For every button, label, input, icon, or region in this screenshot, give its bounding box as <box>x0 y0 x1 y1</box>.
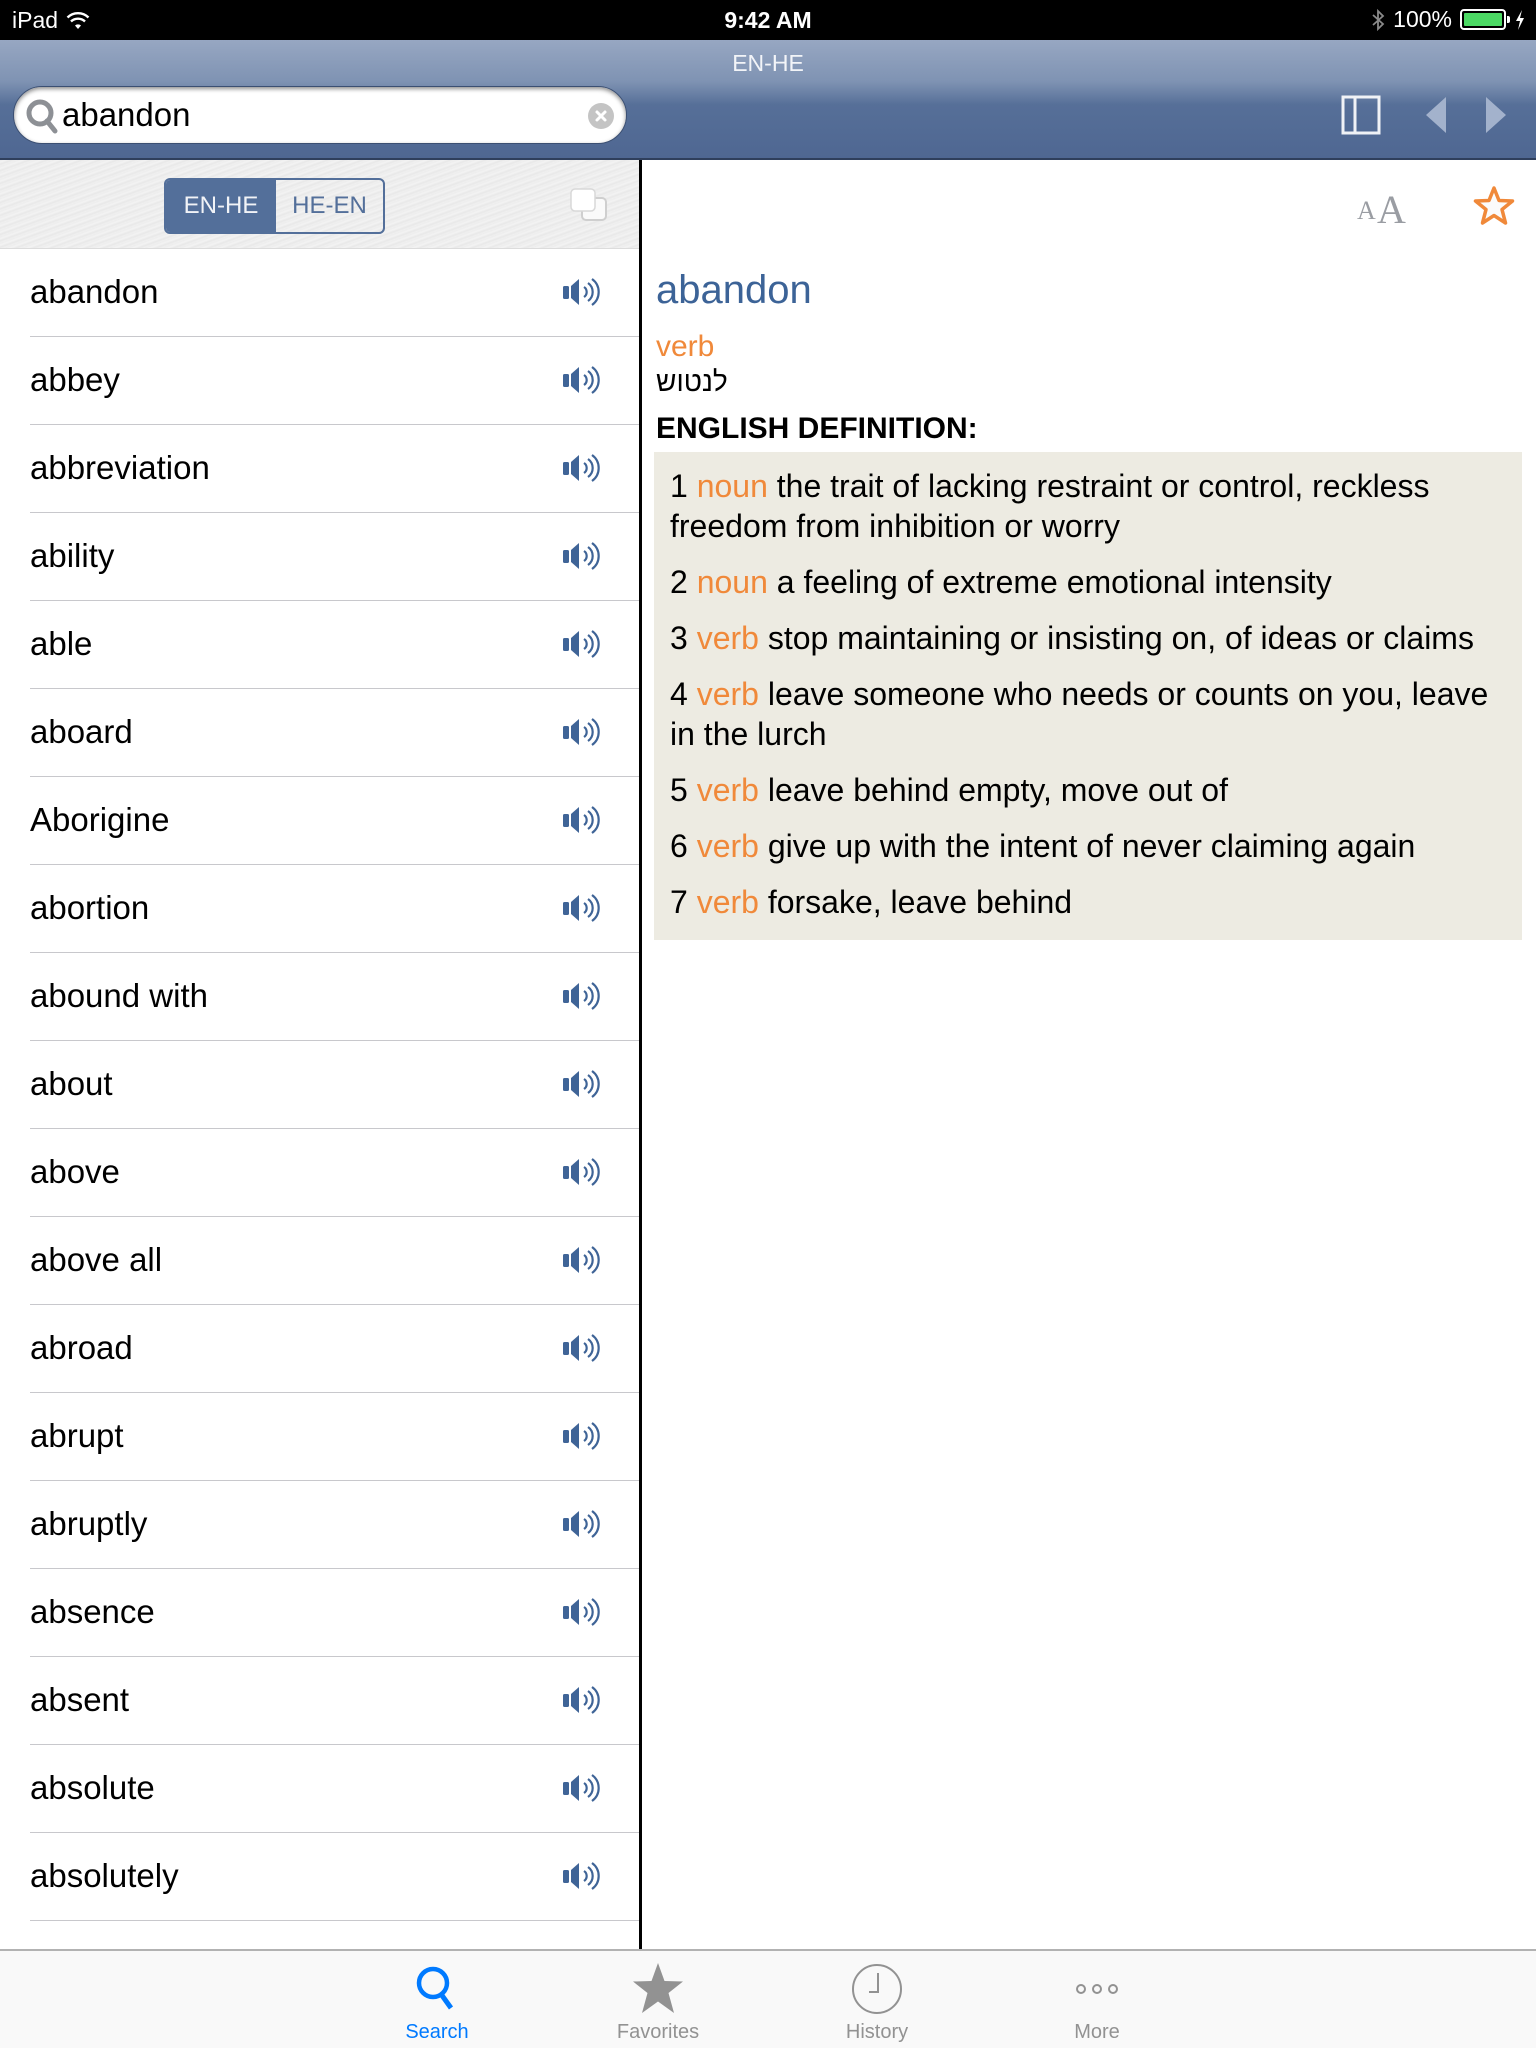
word-list-item[interactable] <box>0 1305 640 1393</box>
definition-text: leave behind empty, move out of <box>767 772 1228 808</box>
battery-icon <box>1460 9 1506 30</box>
tab-search[interactable] <box>357 1951 517 2048</box>
word-list-item[interactable] <box>0 1393 640 1481</box>
star-icon <box>630 1961 686 2017</box>
definition-text: forsake, leave behind <box>767 884 1073 920</box>
word-list-item[interactable] <box>0 1833 640 1921</box>
direction-header <box>0 160 640 249</box>
word-list-panel <box>0 160 640 1949</box>
word-label: absence <box>30 1593 155 1630</box>
word-label: ability <box>30 537 115 574</box>
row-separator <box>30 1920 640 1921</box>
word-list-item[interactable] <box>0 1481 640 1569</box>
word-list-item[interactable] <box>0 1041 640 1129</box>
bluetooth-icon <box>1371 8 1385 32</box>
definition-item <box>670 770 1506 810</box>
definition-pos: verb <box>696 676 759 712</box>
word-label: abbreviation <box>30 449 210 486</box>
speaker-icon[interactable] <box>561 1421 603 1451</box>
definition-item <box>670 562 1506 602</box>
speaker-icon[interactable] <box>561 1157 603 1187</box>
speaker-icon[interactable] <box>561 1333 603 1363</box>
definition-number: 4 <box>670 676 688 712</box>
definition-list <box>654 452 1522 940</box>
word-list-item[interactable] <box>0 1745 640 1833</box>
tab-label: Search <box>405 2021 469 2043</box>
add-favorite-star-icon[interactable] <box>1472 184 1516 228</box>
word-label: aboard <box>30 713 133 750</box>
definition-number: 3 <box>670 620 688 656</box>
speaker-icon[interactable] <box>561 629 603 659</box>
word-label: above <box>30 1153 120 1190</box>
definition-number: 1 <box>670 468 688 504</box>
word-list-item[interactable] <box>0 953 640 1041</box>
word-label: abroad <box>30 1329 133 1366</box>
word-label: abruptly <box>30 1505 148 1542</box>
word-list-item[interactable] <box>0 777 640 865</box>
word-list-item[interactable] <box>0 249 640 337</box>
definition-text: give up with the intent of never claiming again <box>767 828 1416 864</box>
word-label: Aborigine <box>30 801 170 838</box>
definition-item <box>670 466 1506 546</box>
speaker-icon[interactable] <box>561 453 603 483</box>
speaker-icon[interactable] <box>561 1509 603 1539</box>
speaker-icon[interactable] <box>561 277 603 307</box>
speaker-icon[interactable] <box>561 1245 603 1275</box>
nav-bar <box>0 40 1536 160</box>
tab-label: More <box>1074 2021 1120 2043</box>
definition-number: 5 <box>670 772 688 808</box>
clear-icon <box>588 103 614 129</box>
definition-pos: verb <box>696 772 759 808</box>
speaker-icon[interactable] <box>561 981 603 1011</box>
word-label: abandon <box>30 273 159 310</box>
forward-arrow-icon[interactable] <box>1484 95 1508 135</box>
split-view-icon[interactable] <box>1341 95 1381 135</box>
entry-translation: לנטוש <box>656 366 728 397</box>
status-bar <box>0 0 1536 40</box>
word-list-item[interactable] <box>0 337 640 425</box>
speaker-icon[interactable] <box>561 1861 603 1891</box>
word-list-item[interactable] <box>0 513 640 601</box>
word-list-item[interactable] <box>0 689 640 777</box>
definition-text: stop maintaining or insisting on, of ideas or claims <box>767 620 1474 656</box>
speaker-icon[interactable] <box>561 893 603 923</box>
word-label: able <box>30 625 93 662</box>
segment-en-he[interactable]: EN-HE <box>166 180 276 232</box>
definition-pos: noun <box>696 468 768 504</box>
definition-number: 7 <box>670 884 688 920</box>
speaker-icon[interactable] <box>561 365 603 395</box>
search-icon <box>409 1961 465 2017</box>
definition-text: the trait of lacking restraint or control, reckless freedom from inhibition or worry <box>670 468 1430 544</box>
font-small-icon: A <box>1357 196 1376 225</box>
charging-icon <box>1514 9 1526 31</box>
speaker-icon[interactable] <box>561 541 603 571</box>
tab-bar <box>0 1949 1536 2048</box>
word-label: abound with <box>30 977 208 1014</box>
definition-text: a feeling of extreme emotional intensity <box>776 564 1332 600</box>
speaker-icon[interactable] <box>561 717 603 747</box>
definition-text: leave someone who needs or counts on you, leave in the lurch <box>670 676 1489 752</box>
tab-favorites[interactable] <box>578 1951 738 2048</box>
clock-icon <box>849 1961 905 2017</box>
word-list-item[interactable] <box>0 601 640 689</box>
battery-percent: 100% <box>1393 6 1452 32</box>
tab-label: History <box>845 2021 909 2043</box>
tab-history[interactable] <box>797 1951 957 2048</box>
word-list-item[interactable] <box>0 1657 640 1745</box>
speaker-icon[interactable] <box>561 1597 603 1627</box>
word-list-item[interactable] <box>0 865 640 953</box>
definition-pos: verb <box>696 620 759 656</box>
word-label: about <box>30 1065 113 1102</box>
tab-more[interactable] <box>1017 1951 1177 2048</box>
segment-he-en[interactable]: HE-EN <box>292 192 367 219</box>
definition-item <box>670 618 1506 658</box>
nav-title: EN-HE <box>732 50 804 76</box>
definition-number: 6 <box>670 828 688 864</box>
word-list-item[interactable] <box>0 1129 640 1217</box>
word-label: absent <box>30 1681 130 1718</box>
clock: 9:42 AM <box>724 7 812 33</box>
definition-pos: verb <box>696 884 759 920</box>
copy-icon[interactable] <box>568 186 610 226</box>
speaker-icon[interactable] <box>561 805 603 835</box>
search-field[interactable] <box>13 86 627 144</box>
device-name: iPad <box>12 7 59 33</box>
word-list <box>0 249 640 1921</box>
search-input[interactable] <box>62 87 582 143</box>
font-large-icon: A <box>1377 187 1406 232</box>
word-label: abbey <box>30 361 120 398</box>
word-label: absolutely <box>30 1857 179 1894</box>
word-label: absolute <box>30 1769 155 1806</box>
word-list-item[interactable] <box>0 1217 640 1305</box>
definition-heading: ENGLISH DEFINITION: <box>656 412 978 445</box>
definition-pos: noun <box>696 564 768 600</box>
definition-number: 2 <box>670 564 688 600</box>
entry-word: abandon <box>656 268 812 312</box>
definition-item <box>670 674 1506 754</box>
definition-item <box>670 882 1506 922</box>
speaker-icon[interactable] <box>561 1773 603 1803</box>
word-label: abortion <box>30 889 150 926</box>
word-label: above all <box>30 1241 163 1278</box>
font-size-button[interactable] <box>1357 186 1417 232</box>
more-icon <box>1069 1961 1125 2017</box>
word-label: abrupt <box>30 1417 124 1454</box>
search-icon <box>24 97 62 135</box>
word-list-item[interactable] <box>0 1569 640 1657</box>
speaker-icon[interactable] <box>561 1069 603 1099</box>
definition-pos: verb <box>696 828 759 864</box>
word-list-item[interactable] <box>0 425 640 513</box>
clear-search-button[interactable] <box>588 103 614 129</box>
direction-segmented-control[interactable] <box>164 178 385 234</box>
definition-item <box>670 826 1506 866</box>
entry-part-of-speech: verb <box>656 330 715 363</box>
speaker-icon[interactable] <box>561 1685 603 1715</box>
entry-panel <box>642 160 1536 1949</box>
back-arrow-icon[interactable] <box>1424 95 1448 135</box>
tab-label: Favorites <box>616 2021 700 2043</box>
